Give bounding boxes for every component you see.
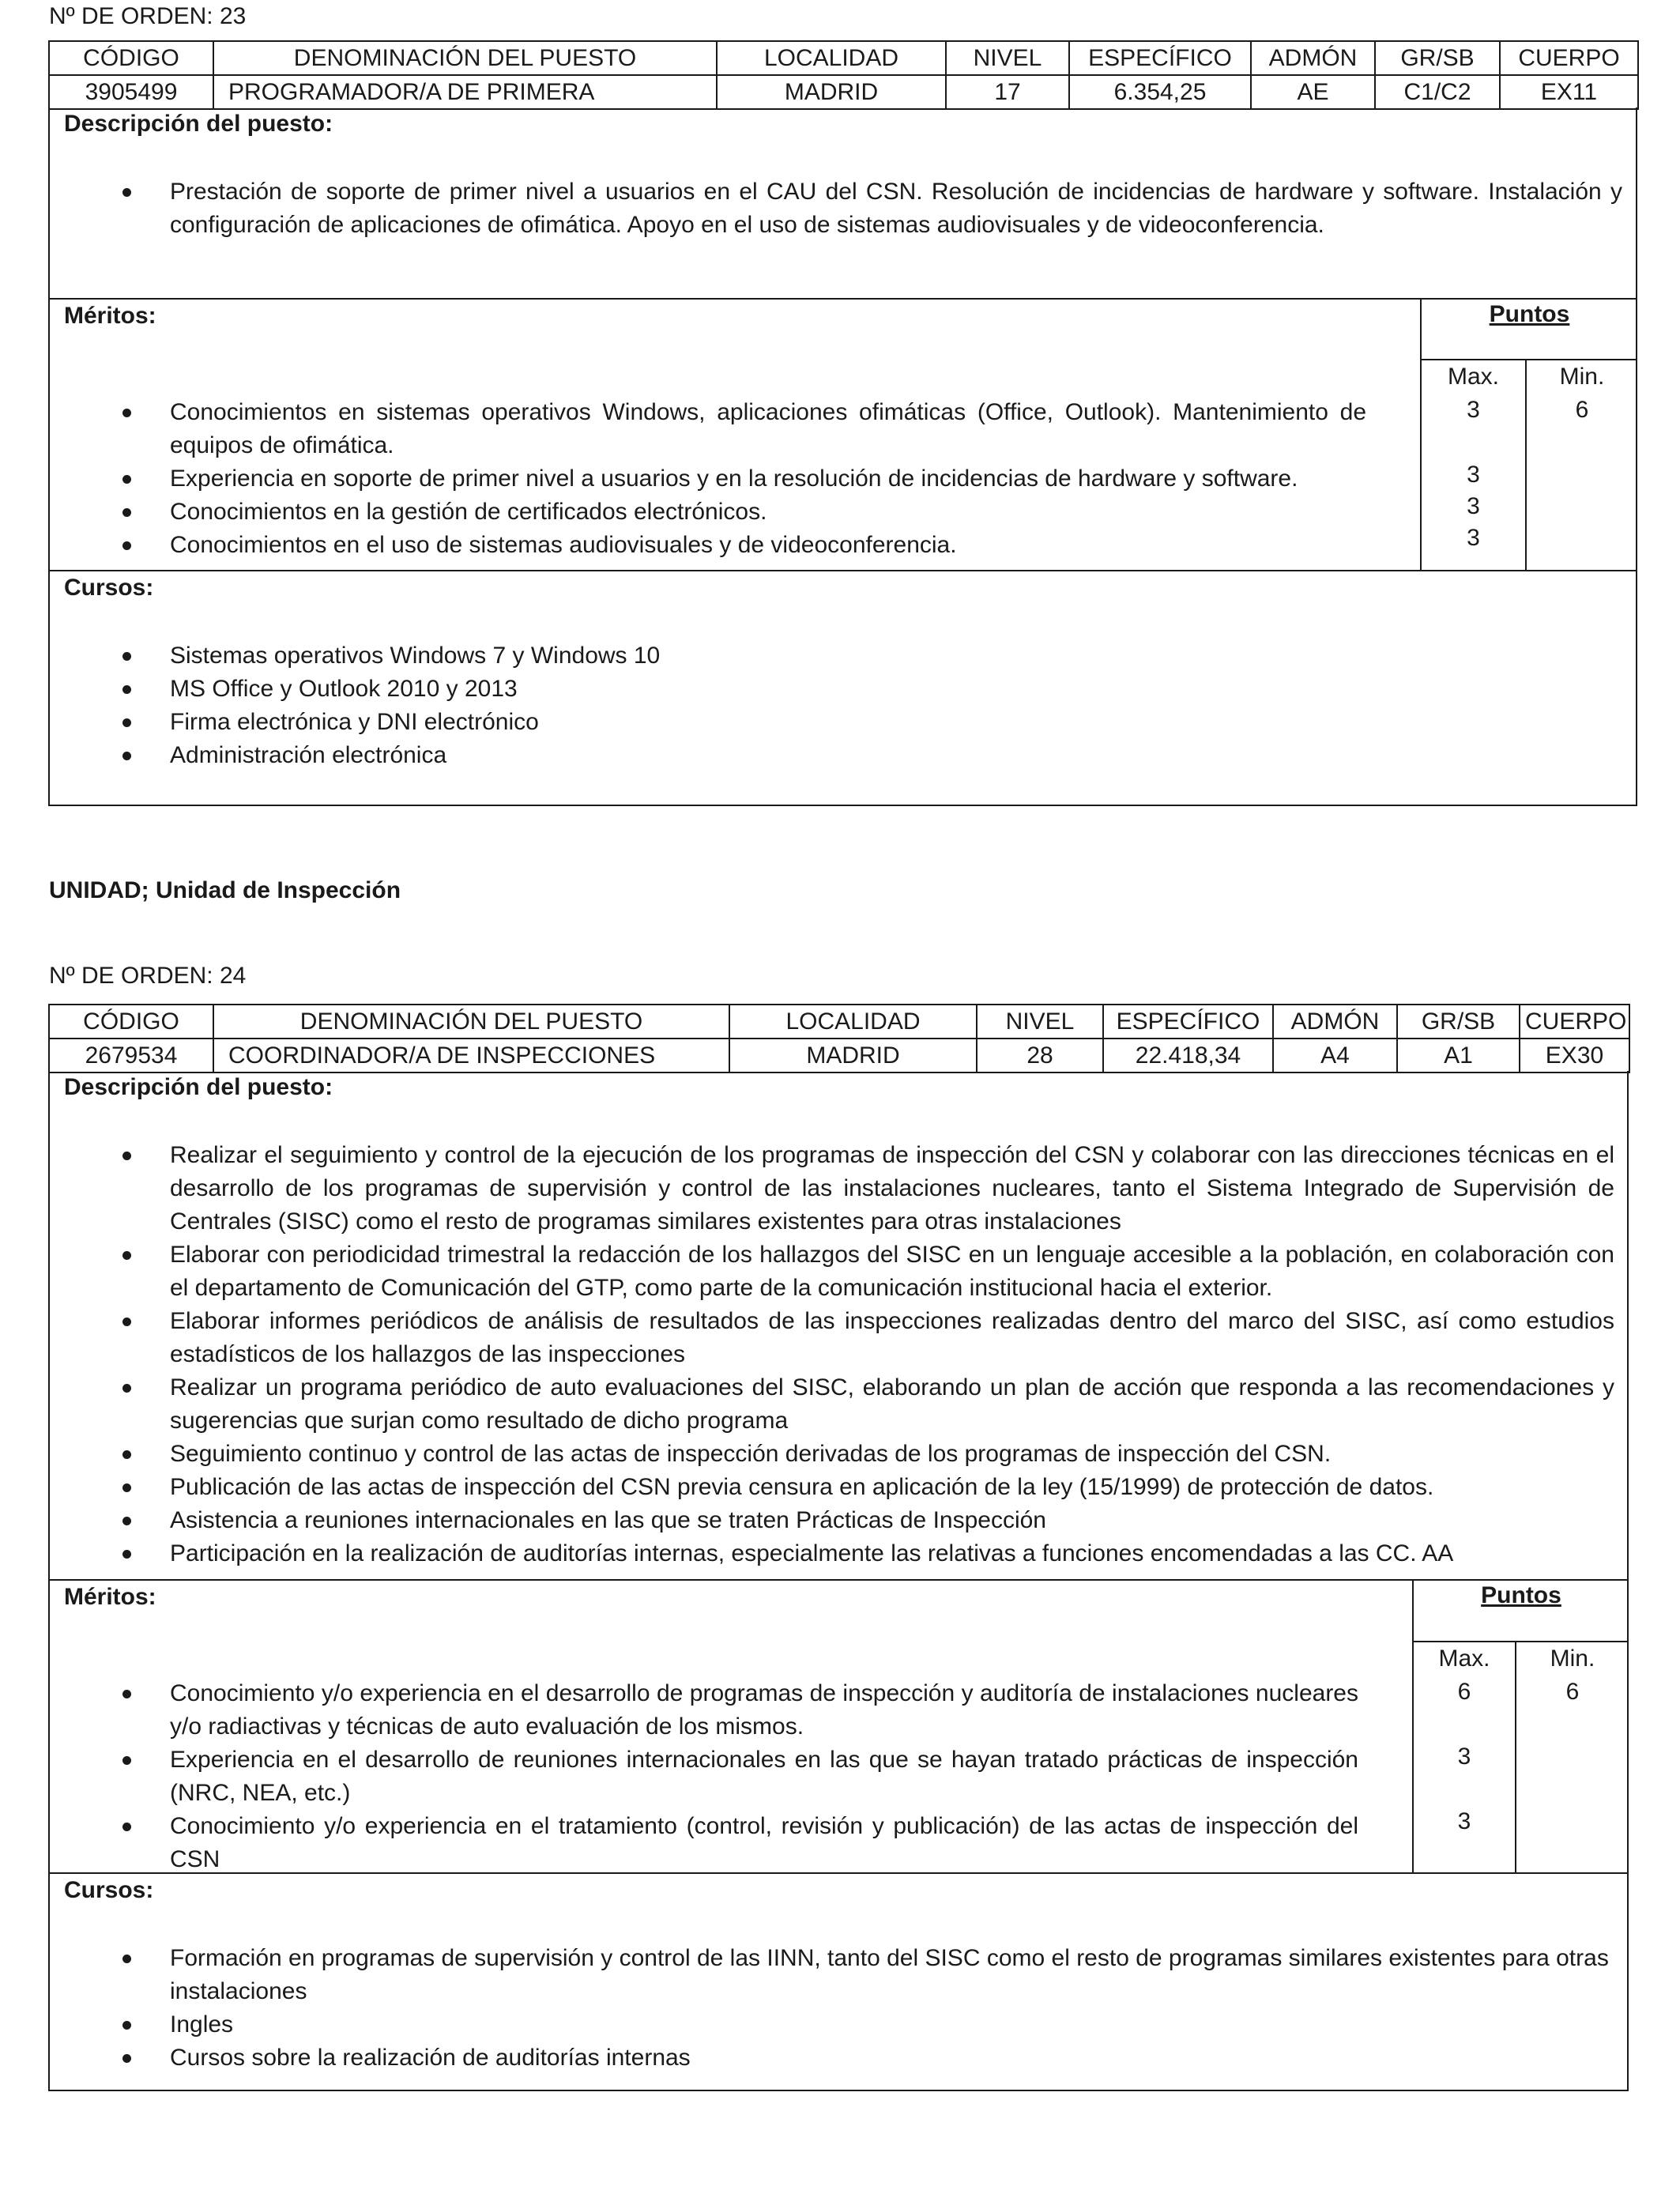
cell-denominacion: COORDINADOR/A DE INSPECCIONES: [213, 1039, 729, 1072]
min-label: Min.: [1559, 364, 1605, 390]
max-label: Max.: [1447, 364, 1499, 390]
header-especifico: ESPECÍFICO: [1103, 1005, 1273, 1039]
bullet-icon: [122, 2021, 131, 2030]
bullet-icon: [122, 718, 131, 727]
bullet-icon: [122, 752, 131, 760]
cursos-box: [48, 1872, 1629, 2091]
header-admon: ADMÓN: [1251, 41, 1375, 75]
descripcion-title: Descripción del puesto:: [64, 1074, 333, 1100]
bullet-icon: [122, 1384, 131, 1393]
descripcion-text: Realizar el seguimiento y control de la ejecución de los programas de inspección del CSN y colaborar con las direcciones técnicas en el desarrollo de los programas de supervisión y control de las instalaciones nucleares, tanto el Sistema Integrado de Supervisión de Centrales (SISC) como el resto de programas similares existentes para otras instalaciones: [170, 1142, 1614, 1235]
meritos-title: Méritos:: [64, 1584, 156, 1610]
list-item: [50, 496, 1366, 529]
cursos-title: Cursos:: [64, 1877, 154, 1903]
puesto-table: [48, 40, 1639, 110]
max-value: 3: [1467, 462, 1480, 488]
cell-localidad: MADRID: [729, 1039, 977, 1072]
list-item: [50, 673, 1622, 706]
descripcion-list: [50, 175, 1622, 242]
max-label: Max.: [1438, 1646, 1490, 1672]
table-row: [49, 75, 1638, 109]
bullet-icon: [122, 685, 131, 694]
descripcion-text: Publicación de las actas de inspección del CSN previa censura en aplicación de la ley (15/1999) de protección de datos.: [170, 1474, 1434, 1500]
max-value: 3: [1457, 1808, 1471, 1834]
list-item: [50, 175, 1622, 242]
descripcion-text: Elaborar informes periódicos de análisis de resultados de las inspecciones realizadas dentro del marco del SISC, así como estudios estadísticos de los hallazgos de las inspecciones: [170, 1308, 1614, 1367]
list-item: [50, 1305, 1614, 1371]
list-item: [50, 462, 1366, 496]
bullet-icon: [122, 1251, 131, 1260]
cell-grsb: C1/C2: [1375, 75, 1500, 109]
max-value: 3: [1457, 1744, 1471, 1770]
cell-nivel: 28: [977, 1039, 1103, 1072]
max-min-divider: [1515, 1641, 1516, 1874]
bullet-icon: [122, 409, 131, 417]
list-item: [50, 396, 1366, 462]
cursos-list: [50, 1942, 1614, 2075]
min-value: 6: [1565, 1679, 1580, 1705]
header-admon: ADMÓN: [1273, 1005, 1397, 1039]
bullet-icon: [122, 1550, 131, 1559]
list-item: [50, 1504, 1614, 1537]
max-min-divider: [1525, 359, 1527, 571]
descripcion-text: Asistencia a reuniones internacionales en las que se traten Prácticas de Inspección: [170, 1507, 1046, 1533]
merito-text: Conocimientos en el uso de sistemas audiovisuales y de videoconferencia.: [170, 532, 957, 558]
curso-text: Administración electrónica: [170, 742, 447, 768]
cell-admon: A4: [1273, 1039, 1397, 1072]
list-item: [50, 1942, 1614, 2008]
bullet-icon: [122, 508, 131, 517]
cell-especifico: 6.354,25: [1069, 75, 1251, 109]
cell-codigo: 2679534: [49, 1039, 213, 1072]
header-denominacion: DENOMINACIÓN DEL PUESTO: [213, 1005, 729, 1039]
curso-text: Firma electrónica y DNI electrónico: [170, 709, 539, 735]
max-value: 3: [1467, 493, 1480, 519]
list-item: [50, 739, 1622, 772]
max-value: 6: [1457, 1679, 1471, 1705]
bullet-icon: [122, 541, 131, 550]
list-item: [50, 1537, 1614, 1570]
min-value: 6: [1575, 397, 1589, 423]
cell-admon: AE: [1251, 75, 1375, 109]
bullet-icon: [122, 188, 131, 197]
merito-text: Conocimiento y/o experiencia en el desarrollo de programas de inspección y auditoría de instalaciones nucleares y/o radiactivas y técnicas de auto evaluación de los mismos.: [170, 1680, 1358, 1740]
merito-text: Conocimientos en sistemas operativos Windows, aplicaciones ofimáticas (Office, Outlook). Mantenimiento de equipos de ofimática.: [170, 399, 1366, 458]
bullet-icon: [122, 1955, 131, 1963]
list-item: [50, 2041, 1614, 2075]
bullet-icon: [122, 1690, 131, 1698]
cursos-box: [48, 570, 1637, 806]
descripcion-text: Realizar un programa periódico de auto evaluaciones del SISC, elaborando un plan de acción que responda a las recomendaciones y sugerencias que surjan como resultado de dicho programa: [170, 1374, 1614, 1434]
list-item: [50, 706, 1622, 739]
bullet-icon: [122, 1756, 131, 1765]
cell-nivel: 17: [946, 75, 1069, 109]
cell-especifico: 22.418,34: [1103, 1039, 1273, 1072]
descripcion-text: Seguimiento continuo y control de las actas de inspección derivadas de los programas de inspección del CSN.: [170, 1441, 1332, 1467]
bullet-icon: [122, 1450, 131, 1459]
orden-label: Nº DE ORDEN: 23: [49, 3, 247, 29]
header-localidad: LOCALIDAD: [717, 41, 946, 75]
header-denominacion: DENOMINACIÓN DEL PUESTO: [213, 41, 717, 75]
header-nivel: NIVEL: [977, 1005, 1103, 1039]
table-row: [49, 1039, 1629, 1072]
list-item: [50, 1139, 1614, 1238]
list-item: [50, 2008, 1614, 2041]
min-label: Min.: [1550, 1646, 1595, 1672]
descripcion-box: [48, 107, 1637, 300]
list-item: [50, 639, 1622, 673]
puntos-rule: [1420, 359, 1637, 360]
max-value: 3: [1467, 397, 1480, 423]
meritos-title: Méritos:: [64, 303, 156, 329]
bullet-icon: [122, 652, 131, 661]
puntos-header: Puntos: [1489, 301, 1570, 327]
orden-label: Nº DE ORDEN: 24: [49, 963, 247, 989]
header-grsb: GR/SB: [1397, 1005, 1520, 1039]
bullet-icon: [122, 1823, 131, 1831]
curso-text: MS Office y Outlook 2010 y 2013: [170, 676, 518, 702]
list-item: [50, 1438, 1614, 1471]
bullet-icon: [122, 475, 131, 484]
unidad-heading: UNIDAD; Unidad de Inspección: [49, 877, 401, 903]
curso-text: Sistemas operativos Windows 7 y Windows 10: [170, 643, 661, 669]
header-especifico: ESPECÍFICO: [1069, 41, 1251, 75]
list-item: [50, 1810, 1358, 1876]
header-localidad: LOCALIDAD: [729, 1005, 977, 1039]
cell-grsb: A1: [1397, 1039, 1520, 1072]
meritos-box: [48, 298, 1637, 571]
header-cuerpo: CUERPO: [1520, 1005, 1629, 1039]
bullet-icon: [122, 1517, 131, 1525]
list-item: [50, 1677, 1358, 1744]
merito-text: Experiencia en el desarrollo de reuniones internacionales en las que se hayan tratado prácticas de inspección (NRC, NEA, etc.): [170, 1747, 1358, 1806]
bullet-icon: [122, 1483, 131, 1492]
descripcion-list: [50, 1139, 1614, 1570]
descripcion-text: Prestación de soporte de primer nivel a usuarios en el CAU del CSN. Resolución de incidencias de hardware y software. Instalación y configuración de aplicaciones de ofimática. Apoyo en el uso de sistemas audiovisuales y de videoconferencia.: [170, 179, 1622, 238]
bullet-icon: [122, 1318, 131, 1326]
header-codigo: CÓDIGO: [49, 41, 213, 75]
list-item: [50, 1371, 1614, 1438]
list-item: [50, 1744, 1358, 1810]
merito-text: Conocimiento y/o experiencia en el tratamiento (control, revisión y publicación) de las actas de inspección del CSN: [170, 1813, 1358, 1872]
list-item: [50, 1471, 1614, 1504]
cursos-list: [50, 639, 1622, 772]
cell-cuerpo: EX30: [1520, 1039, 1629, 1072]
puntos-header: Puntos: [1481, 1582, 1561, 1608]
header-cuerpo: CUERPO: [1500, 41, 1638, 75]
cursos-title: Cursos:: [64, 575, 154, 601]
bullet-icon: [122, 1152, 131, 1160]
bullet-icon: [122, 2054, 131, 2063]
merito-text: Conocimientos en la gestión de certificados electrónicos.: [170, 499, 767, 525]
table-header-row: [49, 41, 1638, 75]
puntos-rule: [1412, 1641, 1629, 1642]
curso-text: Formación en programas de supervisión y control de las IINN, tanto del SISC como el resto de programas similares existentes para otras instalaciones: [170, 1945, 1609, 2004]
cell-denominacion: PROGRAMADOR/A DE PRIMERA: [213, 75, 717, 109]
header-codigo: CÓDIGO: [49, 1005, 213, 1039]
descripcion-title: Descripción del puesto:: [64, 111, 333, 137]
list-item: [50, 529, 1366, 562]
meritos-list: [50, 1677, 1358, 1876]
puesto-table: [48, 1004, 1630, 1073]
curso-text: Cursos sobre la realización de auditorías internas: [170, 2045, 691, 2071]
max-value: 3: [1467, 525, 1480, 551]
list-item: [50, 1238, 1614, 1305]
header-nivel: NIVEL: [946, 41, 1069, 75]
descripcion-text: Elaborar con periodicidad trimestral la redacción de los hallazgos del SISC en un lenguaje accesible a la población, en colaboración con el departamento de Comunicación del GTP, como parte de la comunicación institucional hacia el exterior.: [170, 1242, 1614, 1301]
cell-localidad: MADRID: [717, 75, 946, 109]
descripcion-text: Participación en la realización de auditorías internas, especialmente las relativas a funciones encomendadas a las CC. AA: [170, 1540, 1454, 1566]
cell-cuerpo: EX11: [1500, 75, 1638, 109]
curso-text: Ingles: [170, 2011, 234, 2038]
merito-text: Experiencia en soporte de primer nivel a usuarios y en la resolución de incidencias de hardware y software.: [170, 466, 1298, 492]
cell-codigo: 3905499: [49, 75, 213, 109]
meritos-box: [48, 1579, 1629, 1874]
header-grsb: GR/SB: [1375, 41, 1500, 75]
meritos-list: [50, 396, 1366, 562]
descripcion-box: [48, 1071, 1629, 1581]
table-header-row: [49, 1005, 1629, 1039]
